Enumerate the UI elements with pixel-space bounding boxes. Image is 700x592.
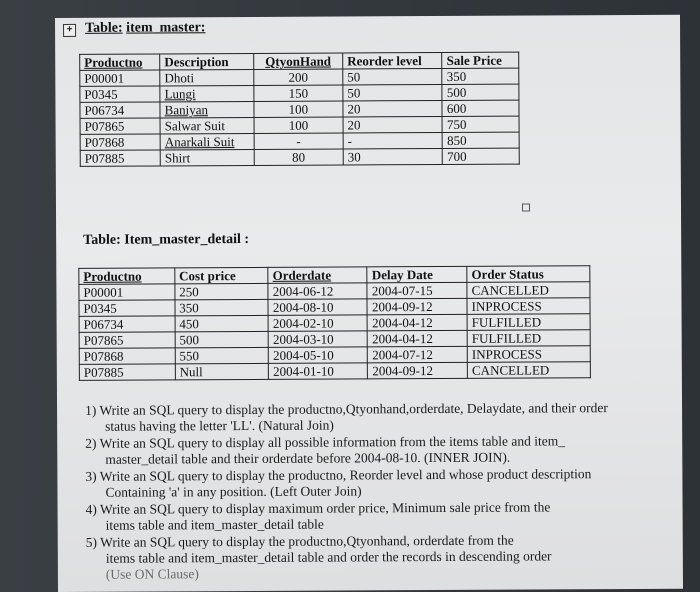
table-row (79, 298, 590, 317)
table-cell: 450 (175, 315, 269, 331)
table-cell: 350 (175, 299, 269, 315)
table-cell: P00001 (80, 70, 160, 86)
table-cell: Salwar Suit (160, 117, 254, 133)
table2-title: Table: Item_master_detail : (83, 231, 250, 248)
table-cell: 100 (254, 117, 343, 133)
table-header-cell: Reorder level (343, 52, 443, 69)
table-cell: Shirt (160, 149, 254, 165)
table-header-cell: Productno (79, 268, 175, 285)
table-cell: INPROCESS (467, 298, 590, 315)
table-cell: P07885 (79, 364, 175, 381)
table-cell: P0345 (79, 300, 175, 317)
table-row (79, 346, 590, 365)
table-cell: P00001 (79, 284, 175, 301)
table-cell: P07868 (79, 348, 175, 365)
table-cell: 500 (442, 84, 519, 100)
table-cell: 2004-09-12 (367, 298, 467, 315)
table-cell: Baniyan (160, 101, 254, 117)
question-text: 2) Write an SQL query to display all possible information from the items table and item_ (85, 433, 565, 451)
question-item (86, 499, 676, 534)
table-cell: 2004-06-12 (268, 283, 367, 300)
table-header-cell: Delay Date (367, 266, 467, 283)
table-cell: - (343, 132, 443, 149)
table1-title-name: item_master: (126, 20, 206, 36)
question-item (85, 466, 675, 501)
question-text: (Use ON Clause) (105, 566, 199, 582)
table-cell: 100 (254, 101, 343, 117)
table1-title-prefix: Table: (85, 20, 123, 36)
table-cell: 700 (443, 148, 520, 164)
table-cell: 350 (442, 68, 519, 84)
table-header-cell: Order Status (467, 266, 590, 283)
item-master-table (79, 52, 520, 167)
table-cell: 2004-03-10 (268, 331, 367, 348)
table-cell: - (254, 133, 343, 149)
question-list (85, 400, 676, 584)
table-move-handle-icon[interactable]: + (63, 24, 76, 37)
table-cell: Null (175, 363, 269, 379)
table-cell: P07865 (80, 118, 160, 134)
table-cell: 20 (343, 100, 443, 117)
question-text: items table and item_master_detail table and order the records in descending order (105, 548, 552, 566)
table-cell: 50 (343, 68, 443, 85)
table-row (79, 282, 590, 301)
table-cell: 50 (343, 84, 443, 101)
table-header-cell: QtyonHand (254, 53, 343, 69)
table-header-cell: Orderdate (268, 267, 367, 284)
question-item (85, 400, 675, 435)
table-cell: 750 (442, 116, 519, 132)
table-row (80, 116, 519, 134)
question-text: 4) Write an SQL query to display maximum order price, Minimum sale price from the (85, 499, 551, 517)
question-text: master_detail table and their orderdate before 2004-08-10. (INNER JOIN). (105, 449, 511, 467)
table-cell: CANCELLED (467, 362, 590, 379)
table-cell: 500 (175, 331, 269, 347)
table-header-cell: Cost price (175, 267, 269, 283)
table-cell: 2004-05-10 (269, 347, 368, 364)
document-page (55, 15, 683, 592)
table-cell: 550 (175, 347, 269, 363)
table-cell: 20 (343, 116, 443, 133)
question-text: Containing 'a' in any position. (Left Outer Join) (105, 483, 362, 500)
table-cell: INPROCESS (467, 346, 590, 363)
question-item (86, 532, 676, 583)
table-cell: 30 (343, 148, 443, 165)
table-cell: FULFILLED (467, 330, 590, 347)
table-row (79, 330, 590, 349)
table-cell: 850 (443, 132, 520, 148)
table-cell: 150 (254, 85, 343, 101)
table-cell: 2004-04-12 (368, 330, 468, 347)
table-row (79, 362, 590, 381)
table-row (80, 148, 519, 166)
question-text: 3) Write an SQL query to display the productno, Reorder level and whose product description (85, 466, 592, 484)
table-cell: P07868 (80, 134, 160, 150)
table-header-cell: Sale Price (442, 52, 519, 68)
table-cell: P06734 (80, 102, 160, 118)
table-cell: Lungi (160, 85, 254, 101)
question-text: status having the letter 'LL'. (Natural Join) (105, 417, 334, 434)
table-cell: 600 (442, 100, 519, 116)
table-cell: P0345 (80, 86, 160, 102)
question-text: 5) Write an SQL query to display the productno,Qtyonhand, orderdate from the (85, 532, 514, 550)
table-row (80, 132, 519, 150)
question-text: 1) Write an SQL query to display the productno,Qtyonhand,orderdate, Delaydate, and their order (85, 400, 608, 418)
table-row (80, 100, 519, 118)
question-text: items table and item_master_detail table (105, 516, 324, 533)
table-cell: 2004-07-15 (367, 282, 467, 299)
table-row (80, 68, 519, 86)
table-header-cell: Productno (80, 54, 160, 70)
table-cell: Anarkali Suit (160, 133, 254, 149)
table-cell: 250 (175, 283, 269, 299)
table-header-row (80, 52, 519, 70)
table-cell: 80 (254, 149, 343, 165)
table-row (80, 84, 519, 102)
table-cell: FULFILLED (467, 314, 590, 331)
table-resize-handle-icon[interactable] (522, 204, 530, 212)
table-cell: P07865 (79, 332, 175, 349)
table-cell: 2004-02-10 (268, 315, 367, 332)
table-cell: P07885 (80, 150, 160, 166)
table-cell: 200 (254, 69, 343, 85)
table-header-row (79, 266, 590, 285)
table-cell: 2004-01-10 (269, 363, 368, 380)
table-cell: 2004-09-12 (368, 362, 468, 379)
table1-title (85, 20, 205, 37)
table-cell: 2004-07-12 (368, 346, 468, 363)
table-cell: Dhoti (160, 69, 254, 85)
question-item (85, 433, 675, 468)
table-row (79, 314, 590, 333)
table-cell: P06734 (79, 316, 175, 333)
table-cell: 2004-08-10 (268, 299, 367, 316)
table-cell: 2004-04-12 (368, 314, 468, 331)
table-cell: CANCELLED (467, 282, 590, 299)
table-header-cell: Description (160, 53, 254, 69)
item-master-detail-table (78, 265, 591, 381)
